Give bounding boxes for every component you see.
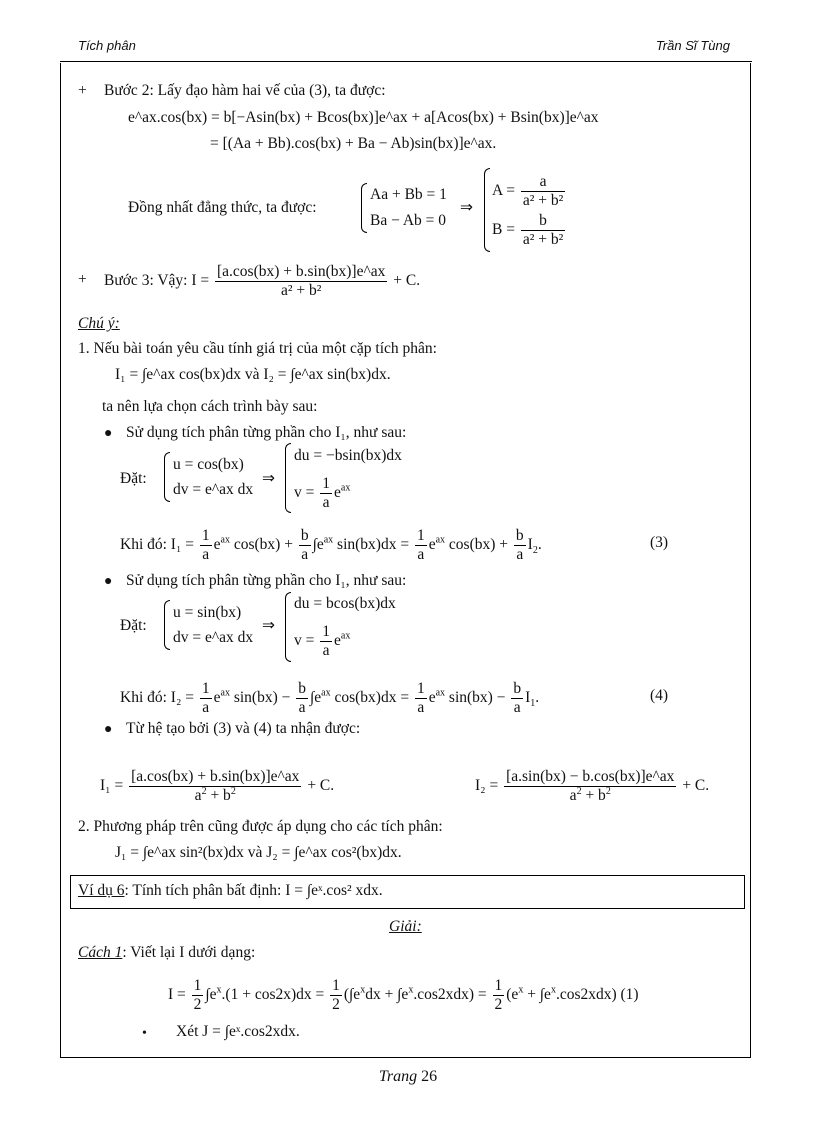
step2-text: Bước 2: Lấy đạo hàm hai vế của (3), ta được: xyxy=(104,82,386,99)
step3-marker: + xyxy=(78,271,87,288)
result-brace xyxy=(484,168,490,252)
bullet-4: • xyxy=(142,1026,147,1041)
page-footer xyxy=(0,1068,816,1086)
step3-fraction xyxy=(215,263,387,300)
result-A-fraction xyxy=(521,173,565,210)
bullet-3: ● xyxy=(104,722,113,737)
result-A xyxy=(492,173,567,210)
du-brace-1 xyxy=(285,443,291,513)
result-A-label: A = xyxy=(492,181,515,199)
step2-equation-1: e^ax.cos(bx) = b[−Asin(bx) + Bcos(bx)]e^ax + a[Acos(bx) + Bsin(bx)]e^ax xyxy=(128,109,599,126)
result-I2: I₂ = $\frac{[a.\sin(bx) - b.\cos(bx)]e\^{}ax}{a^2 + b^2}$ + C. xyxy=(475,768,710,804)
result-A-den: a² + b² xyxy=(522,191,564,209)
result-I2-num: [a.sin(bx) − b.cos(bx)]e^ax xyxy=(506,768,675,785)
bullet-1-text: Sử dụng tích phân từng phần cho I₁, như sau: xyxy=(126,424,407,441)
result-B xyxy=(492,212,567,249)
dv-1: dv = e^ax dx xyxy=(173,481,254,498)
bullet-2-text: Sử dụng tích phân từng phần cho I₁, như sau: xyxy=(126,572,407,589)
v-1: v = $\frac{1}{a}$ $e^{ax}$ xyxy=(294,475,351,511)
example-text: : Tính tích phân bất định: I = ∫eˣ.cos² xdx. xyxy=(124,882,383,899)
khido-2-label: Khi đó: I₂ = xyxy=(120,688,194,706)
method-line xyxy=(78,945,255,961)
system-brace xyxy=(361,183,367,233)
note-item-1: 1. Nếu bài toán yêu cầu tính giá trị của một cặp tích phân: xyxy=(78,340,437,357)
note-item-2: 2. Phương pháp trên cũng được áp dụng cho các tích phân: xyxy=(78,818,443,835)
solution-equation: I = $\frac{1}{2}$ $\int e^x.(1 + \cos 2x)dx$ = $\frac{1}{2}$ $(\int e^xdx + \int e^x.\cos 2xdx)$ = $\frac{1}{2}$ $(e^x + \int e^x.\cos 2xdx)$ (1) xyxy=(168,977,639,1013)
system-eq-1: Aa + Bb = 1 xyxy=(370,186,447,203)
du-1: du = −bsin(bx)dx xyxy=(294,447,402,464)
result-I2-lhs: I₂ = xyxy=(475,776,499,794)
eq-number-4: (4) xyxy=(650,687,669,704)
page-number: 26 xyxy=(421,1068,438,1085)
header-rule xyxy=(60,61,752,62)
implies-1: ⇒ xyxy=(262,470,275,487)
step3-text: Bước 3: Vậy: I = xyxy=(104,271,210,289)
pair-2: J₁ = ∫e^ax sin²(bx)dx và J₂ = ∫e^ax cos²(bx)dx. xyxy=(115,844,402,861)
header-title: Tích phân xyxy=(78,38,136,53)
u-1: u = cos(bx) xyxy=(173,456,244,473)
v-1-label: v = xyxy=(294,483,315,501)
implies-2: ⇒ xyxy=(262,617,275,634)
result-I1: I₁ = $\frac{[a.\cos(bx) + b.\sin(bx)]e\^{}ax}{a^2 + b^2}$ + C. xyxy=(100,768,335,804)
implies-arrow: ⇒ xyxy=(460,199,473,216)
khido-2: Khi đó: I₂ = $\frac{1}{a}$ $e^{ax}$ sin(bx) − $\frac{b}{a}$ $\int e^{ax}$ cos(bx)dx = $\frac{1}{a}$ $e^{ax}$ sin(bx) − $\frac{b}{a}$ $I_1$. xyxy=(120,680,540,716)
result-B-label: B = xyxy=(492,220,515,238)
eq-number-1: (1) xyxy=(620,985,639,1003)
dat-brace-1 xyxy=(164,452,170,502)
khido-1-label: Khi đó: I₁ = xyxy=(120,535,194,553)
identify-text: Đồng nhất đẳng thức, ta được: xyxy=(128,199,317,216)
result-I1-lhs: I₁ = xyxy=(100,776,124,794)
example-line xyxy=(78,883,383,899)
result-B-num: b xyxy=(521,212,565,231)
solution-title: Giải: xyxy=(389,918,422,935)
system-eq-2: Ba − Ab = 0 xyxy=(370,212,447,229)
bullet-3-text: Từ hệ tạo bởi (3) và (4) ta nhận được: xyxy=(126,720,361,737)
method-label: Cách 1 xyxy=(78,944,123,961)
solution-title-text: Giải xyxy=(389,918,417,935)
v-2: v = $\frac{1}{a}$ $e^{ax}$ xyxy=(294,623,351,659)
step3-num: [a.cos(bx) + b.sin(bx)]e^ax xyxy=(217,263,386,280)
result-B-den: a² + b² xyxy=(522,230,564,248)
step3-tail: + C. xyxy=(393,271,421,289)
dat-brace-2 xyxy=(164,600,170,650)
example-label: Ví dụ 6 xyxy=(78,882,125,899)
khido-1: Khi đó: I₁ = $\frac{1}{a}$ $e^{ax}$ cos(bx) + $\frac{b}{a}$ $\int e^{ax}$ sin(bx)dx = $\frac{1}{a}$ $e^{ax}$ cos(bx) + $\frac{b}{a}$ $I_2$. xyxy=(120,527,542,563)
note-title-text: Chú ý xyxy=(78,315,115,332)
dat-label-2: Đặt: xyxy=(120,617,147,634)
footer-label: Trang xyxy=(378,1068,418,1085)
pair-1: I₁ = ∫e^ax cos(bx)dx và I₂ = ∫e^ax sin(bx)dx. xyxy=(115,366,391,383)
choose-text: ta nên lựa chọn cách trình bày sau: xyxy=(102,398,318,415)
v-2-label: v = xyxy=(294,631,315,649)
bullet-2: ● xyxy=(104,574,113,589)
result-I1-num: [a.cos(bx) + b.sin(bx)]e^ax xyxy=(131,768,300,785)
note-title: Chú ý: xyxy=(78,315,120,332)
header-author: Trần Sĩ Tùng xyxy=(655,38,730,53)
result-B-fraction xyxy=(521,212,565,249)
dv-2: dv = e^ax dx xyxy=(173,629,254,646)
u-2: u = sin(bx) xyxy=(173,604,242,621)
step2-marker: + xyxy=(78,82,87,99)
eq-number-3: (3) xyxy=(650,534,669,551)
step3-line xyxy=(104,263,420,300)
du-brace-2 xyxy=(285,592,291,662)
bullet-1: ● xyxy=(104,426,113,441)
method-text: : Viết lại I dưới dạng: xyxy=(122,944,256,961)
step2-equation-2: = [(Aa + Bb).cos(bx) + Ba − Ab)sin(bx)]e^ax. xyxy=(210,135,497,152)
solution-bullet-text: Xét J = ∫eˣ.cos2xdx. xyxy=(176,1023,300,1040)
dat-label-1: Đặt: xyxy=(120,470,147,487)
du-2: du = bcos(bx)dx xyxy=(294,595,396,612)
result-A-num: a xyxy=(521,173,565,192)
step3-den: a² + b² xyxy=(280,281,322,299)
